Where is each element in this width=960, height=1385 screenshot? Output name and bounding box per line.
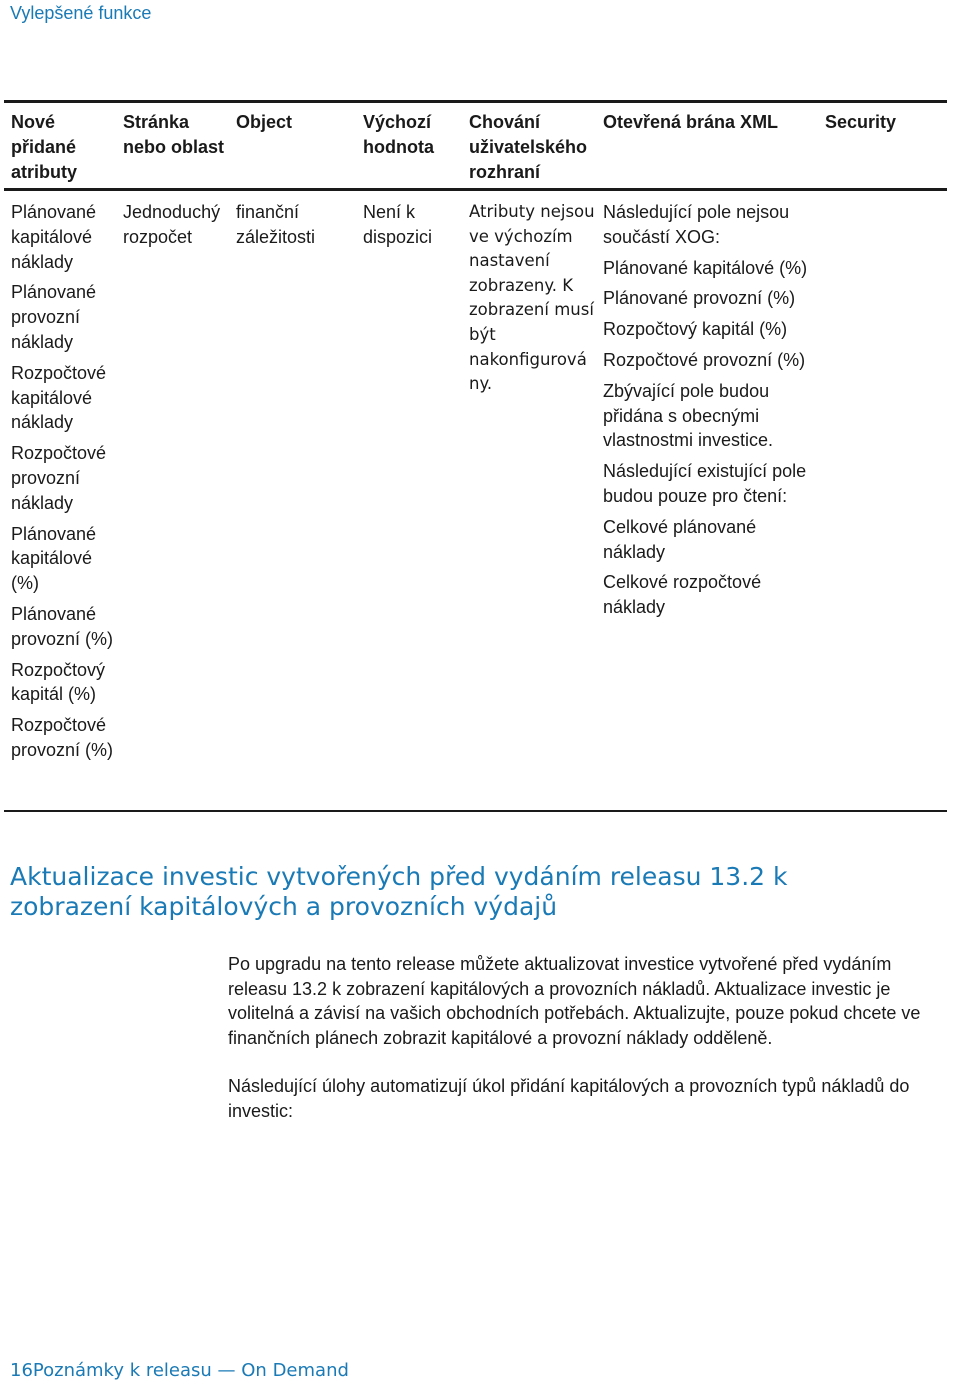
header-xog: Otevřená brána XML <box>603 112 779 132</box>
page-footer <box>10 1360 349 1381</box>
page-number: 16 <box>10 1360 33 1381</box>
header-security: Security <box>825 112 897 132</box>
attribute-item: Rozpočtové provozní náklady <box>11 443 107 513</box>
xog-line: Následující pole nejsou součástí XOG: <box>603 202 790 247</box>
section-paragraph-2: Následující úlohy automatizují úkol přidání kapitálových a provozních typů nákladů do investic: <box>228 1076 910 1121</box>
header-new-attributes: Nové přidané atributy <box>11 112 78 182</box>
xog-line: Celkové plánované náklady <box>603 516 757 562</box>
object-cell: finanční záležitosti <box>236 202 316 247</box>
default-value-cell: Není k dispozici <box>363 202 433 247</box>
xog-line: Rozpočtové provozní (%) <box>603 349 806 370</box>
page-or-area-cell: Jednoduchý rozpočet <box>123 202 221 247</box>
xog-line: Následující existující pole budou pouze pro čtení: <box>603 461 807 506</box>
xog-line: Celkové rozpočtové náklady <box>603 572 762 618</box>
table-top-rule <box>4 100 947 103</box>
section-paragraph-1: Po upgradu na tento release můžete aktualizovat investice vytvořené před vydáním releasu 13.2 k zobrazení kapitálových a provozních nákladů. Aktualizace investic je volitelná a závisí na vašich obchodních potřebách. Aktualizujte, pouze pokud chcete ve finančních plánech zobrazit kapitálové a provozní náklady odděleně. <box>228 954 921 1048</box>
ui-behavior-cell: Atributy nejsou ve výchozím nastavení zobrazeny. K zobrazení musí být nakonfigurová ny. <box>469 202 595 394</box>
header-page-or-area: Stránka nebo oblast <box>123 112 225 157</box>
attribute-item: Rozpočtové provozní (%) <box>11 715 114 760</box>
header-object: Object <box>236 112 293 132</box>
section-heading: Aktualizace investic vytvořených před vydáním releasu 13.2 k zobrazení kapitálových a provozních výdajů <box>10 862 788 921</box>
page-header-title: Vylepšené funkce <box>10 3 152 23</box>
attributes-table <box>4 100 947 760</box>
xog-line: Plánované kapitálové (%) <box>603 257 808 278</box>
footer-text: Poznámky k releasu — On Demand <box>32 1360 349 1381</box>
header-ui-behavior: Chování uživatelského rozhraní <box>469 112 588 182</box>
attribute-item: Plánované kapitálové (%) <box>11 523 97 594</box>
attribute-item: Plánované kapitálové náklady <box>11 202 97 272</box>
xog-line: Plánované provozní (%) <box>603 288 796 309</box>
attribute-item: Rozpočtový kapitál (%) <box>11 659 106 705</box>
header-default-value: Výchozí hodnota <box>363 112 434 157</box>
table-bottom-rule <box>4 810 947 812</box>
attribute-item: Rozpočtové kapitálové náklady <box>11 362 107 433</box>
attribute-list <box>11 200 116 763</box>
xog-cell <box>603 200 818 626</box>
attribute-item: Plánované provozní (%) <box>11 603 114 649</box>
table-header-rule <box>4 188 947 191</box>
attribute-item: Plánované provozní náklady <box>11 282 97 352</box>
xog-line: Rozpočtový kapitál (%) <box>603 319 788 340</box>
xog-line: Zbývající pole budou přidána s obecnými vlastnostmi investice. <box>603 380 774 451</box>
